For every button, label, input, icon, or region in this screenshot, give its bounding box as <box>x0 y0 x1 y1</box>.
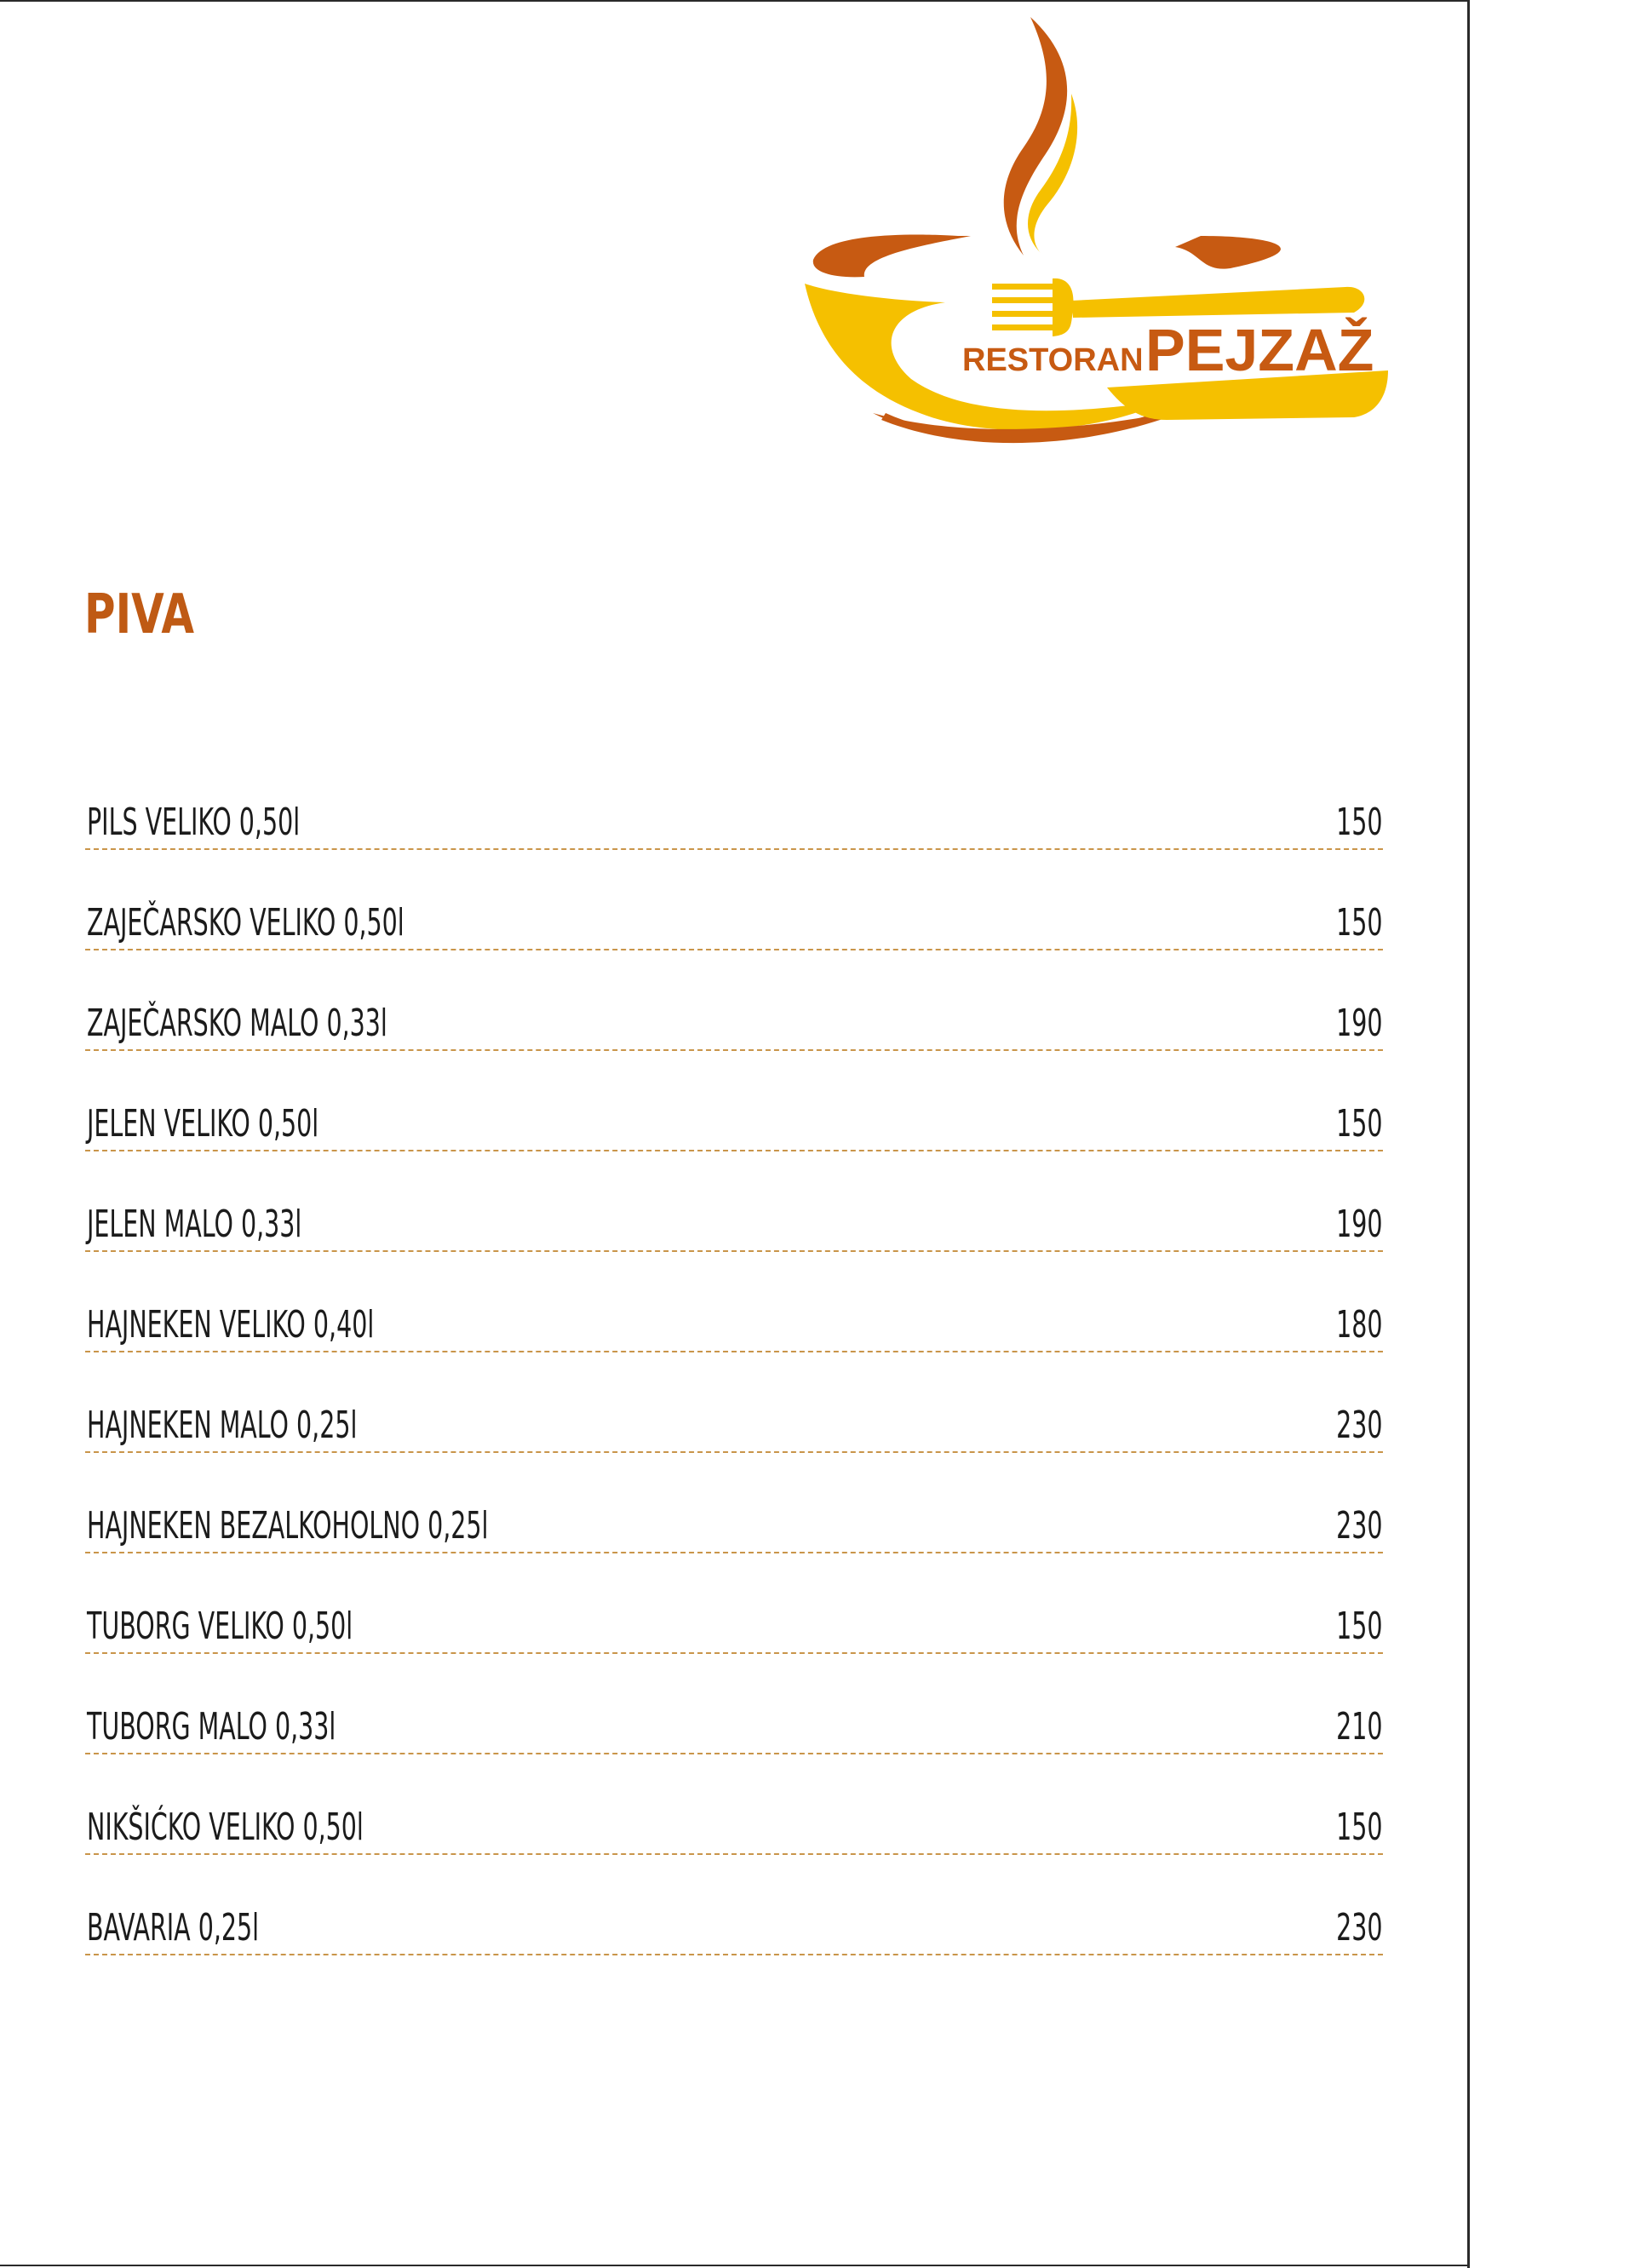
beer-menu-list <box>85 749 1383 1955</box>
item-name: BAVARIA 0,25l <box>87 1906 260 1949</box>
item-name: TUBORG MALO 0,33l <box>87 1705 336 1748</box>
item-name: HAJNEKEN VELIKO 0,40l <box>87 1303 375 1346</box>
restaurant-logo <box>800 13 1388 447</box>
menu-item <box>85 749 1383 850</box>
menu-item <box>85 1855 1383 1955</box>
frame-right-border <box>1467 0 1470 2268</box>
menu-item <box>85 950 1383 1051</box>
bowl-rim-right-icon <box>1175 236 1281 269</box>
item-price: 150 <box>1336 1806 1383 1849</box>
item-price: 210 <box>1336 1705 1383 1748</box>
item-name: ZAJEČARSKO MALO 0,33l <box>87 1002 387 1045</box>
item-name: HAJNEKEN MALO 0,25l <box>87 1404 358 1447</box>
logo-word-restoran: RESTORAN <box>962 342 1144 378</box>
menu-item <box>85 1151 1383 1252</box>
item-price: 150 <box>1336 901 1383 945</box>
item-name: TUBORG VELIKO 0,50l <box>87 1605 353 1648</box>
item-name: PILS VELIKO 0,50l <box>87 801 301 844</box>
item-price: 230 <box>1336 1504 1383 1547</box>
menu-item <box>85 850 1383 950</box>
item-name: JELEN MALO 0,33l <box>87 1203 302 1246</box>
menu-item <box>85 1352 1383 1453</box>
item-price: 150 <box>1336 1605 1383 1648</box>
menu-item <box>85 1553 1383 1654</box>
item-name: ZAJEČARSKO VELIKO 0,50l <box>87 901 404 945</box>
menu-item <box>85 1051 1383 1151</box>
item-name: HAJNEKEN BEZALKOHOLNO 0,25l <box>87 1504 489 1547</box>
item-price: 190 <box>1336 1203 1383 1246</box>
bowl-rim-icon <box>813 235 971 278</box>
item-price: 230 <box>1336 1906 1383 1949</box>
item-name: NIKŠIĆKO VELIKO 0,50l <box>87 1806 364 1849</box>
logo-word-pejzaz: PEJZAŽ <box>1145 317 1374 383</box>
menu-item <box>85 1654 1383 1754</box>
item-name: JELEN VELIKO 0,50l <box>87 1102 319 1145</box>
section-title: PIVA <box>84 583 195 646</box>
item-price: 230 <box>1336 1404 1383 1447</box>
menu-item <box>85 1453 1383 1553</box>
frame-top-border <box>0 0 1470 2</box>
item-price: 150 <box>1336 801 1383 844</box>
frame-bottom-border <box>0 2265 1470 2266</box>
menu-item <box>85 1252 1383 1352</box>
item-price: 150 <box>1336 1102 1383 1145</box>
item-price: 190 <box>1336 1002 1383 1045</box>
item-price: 180 <box>1336 1303 1383 1346</box>
menu-item <box>85 1754 1383 1855</box>
